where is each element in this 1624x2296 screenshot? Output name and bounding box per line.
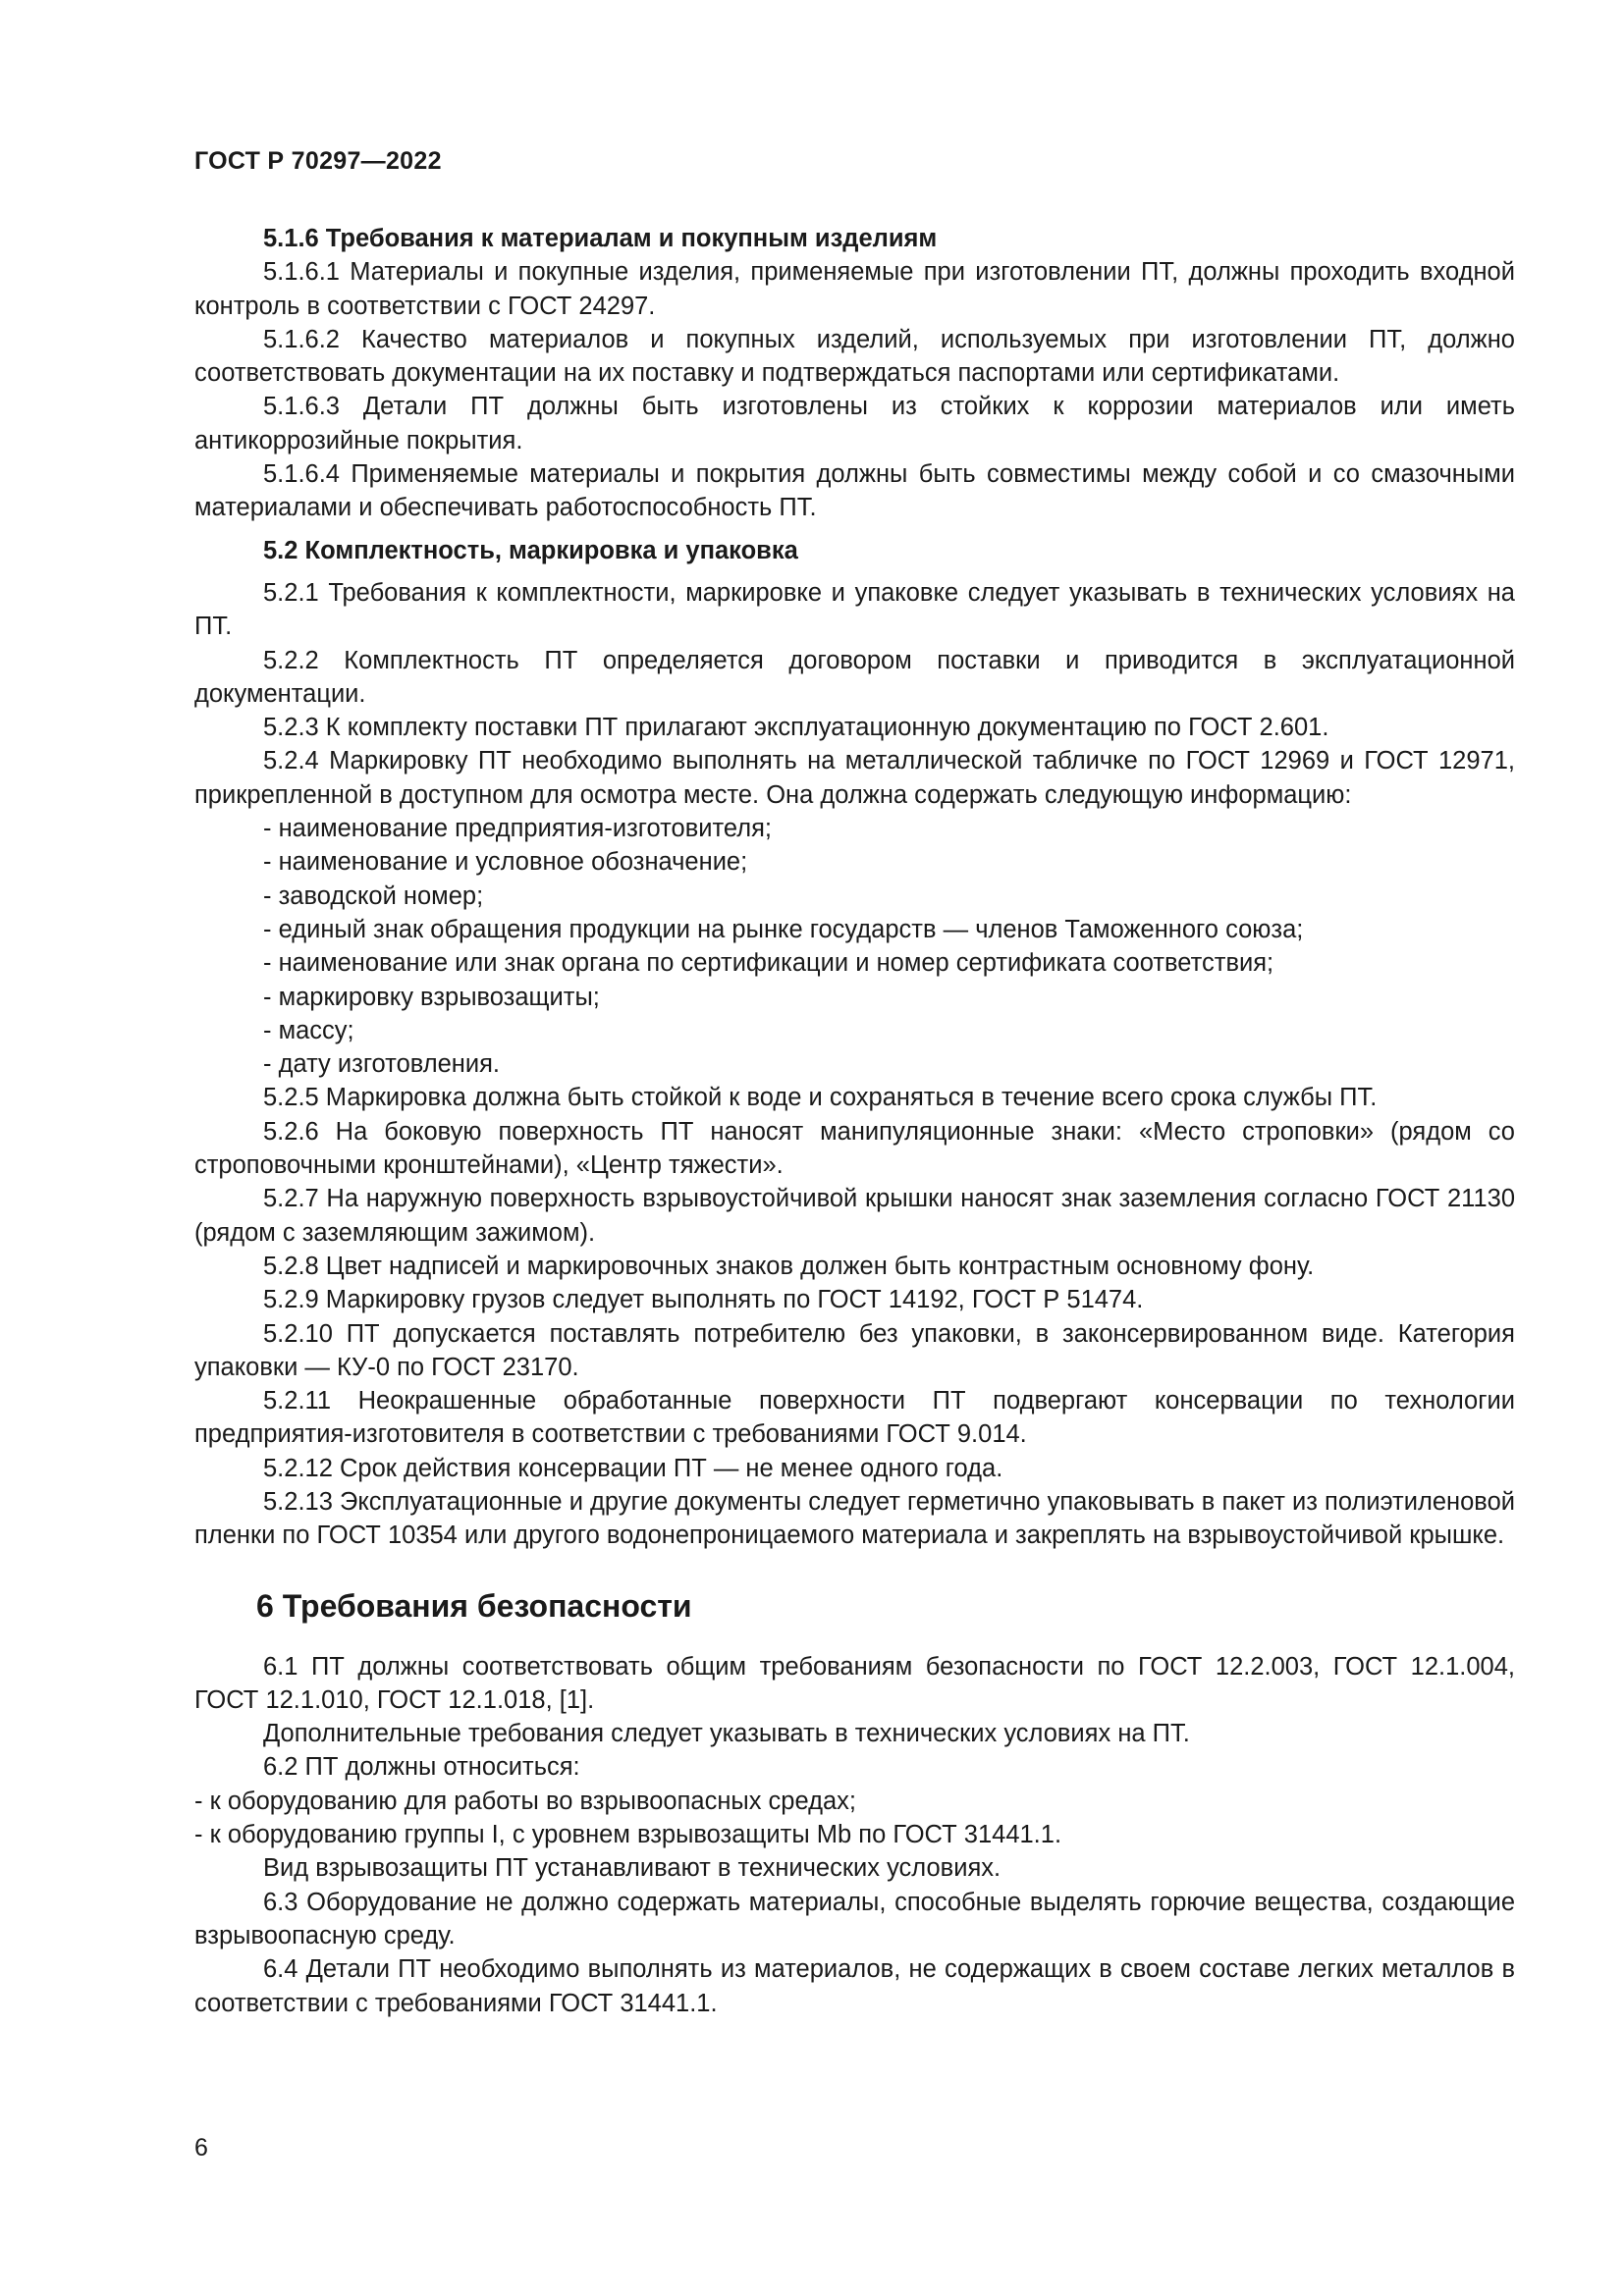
list-item: - единый знак обращения продукции на рынке государств — членов Таможенного союза;	[263, 915, 1304, 943]
section-5-1-6-title: 5.1.6 Требования к материалам и покупным изделиям	[263, 225, 938, 252]
paragraph-5-2-10: 5.2.10 ПТ допускается поставлять потребителю без упаковки, в законсервированном виде. Категория упаковки — КУ-0 по ГОСТ 23170.	[194, 1319, 1515, 1381]
list-item: - наименование предприятия-изготовителя;	[263, 815, 773, 843]
paragraph-5-1-6-1: 5.1.6.1 Материалы и покупные изделия, применяемые при изготовлении ПТ, должны проходить входной контроль в соответствии с ГОСТ 24297.	[194, 258, 1515, 320]
list-item: - к оборудованию для работы во взрывоопасных средах;	[194, 1787, 857, 1815]
paragraph-5-2-6: 5.2.6 На боковую поверхность ПТ наносят манипуляционные знаки: «Место строповки» (рядом со строповочными кронштейнами), «Центр тяжести».	[194, 1117, 1515, 1180]
paragraph-6-3: 6.3 Оборудование не должно содержать материалы, способные выделять горючие вещества, создающие взрывоопасную среду.	[194, 1888, 1515, 1949]
paragraph-5-2-1: 5.2.1 Требования к комплектности, маркировке и упаковке следует указывать в технических условиях на ПТ.	[194, 578, 1515, 641]
paragraph-5-2-5: 5.2.5 Маркировка должна быть стойкой к воде и сохраняться в течение всего срока службы ПТ.	[263, 1084, 1378, 1112]
list-item: - к оборудованию группы I, с уровнем взрывозащиты Mb по ГОСТ 31441.1.	[194, 1821, 1062, 1849]
list-item: - дату изготовления.	[263, 1050, 500, 1079]
paragraph-5-2-9: 5.2.9 Маркировку грузов следует выполнять по ГОСТ 14192, ГОСТ Р 51474.	[263, 1286, 1144, 1314]
paragraph-5-2-3: 5.2.3 К комплекту поставки ПТ прилагают эксплуатационную документацию по ГОСТ 2.601.	[263, 714, 1329, 742]
section-5-2-title: 5.2 Комплектность, маркировка и упаковка	[263, 536, 798, 564]
paragraph-6-2-note: Вид взрывозащиты ПТ устанавливают в технических условиях.	[263, 1854, 1001, 1883]
list-item: - массу;	[263, 1016, 354, 1044]
paragraph-5-2-13: 5.2.13 Эксплуатационные и другие документы следует герметично упаковывать в пакет из полиэтиленовой пленки по ГОСТ 10354 или другого водонепроницаемого материала и закреплять на взрывоустойчивой крышке.	[194, 1487, 1515, 1550]
paragraph-5-2-8: 5.2.8 Цвет надписей и маркировочных знаков должен быть контрастным основному фону.	[263, 1252, 1315, 1280]
paragraph-5-1-6-4: 5.1.6.4 Применяемые материалы и покрытия должны быть совместимы между собой и со смазочными материалами и обеспечивать работоспособность ПТ.	[194, 460, 1515, 522]
list-item: - наименование или знак органа по сертификации и номер сертификата соответствия;	[263, 949, 1274, 978]
list-item: - заводской номер;	[263, 881, 484, 910]
paragraph-5-2-11: 5.2.11 Неокрашенные обработанные поверхности ПТ подвергают консервации по технологии предприятия-изготовителя в соответствии с требованиями ГОСТ 9.014.	[194, 1387, 1515, 1449]
list-item: - наименование и условное обозначение;	[263, 848, 748, 877]
paragraph-5-2-12: 5.2.12 Срок действия консервации ПТ — не менее одного года.	[263, 1454, 1003, 1482]
paragraph-6-1-note: Дополнительные требования следует указывать в технических условиях на ПТ.	[263, 1720, 1190, 1748]
section-6-title: 6 Требования безопасности	[256, 1587, 692, 1624]
paragraph-6-1: 6.1 ПТ должны соответствовать общим требованиям безопасности по ГОСТ 12.2.003, ГОСТ 12.1.004, ГОСТ 12.1.010, ГОСТ 12.1.018, [1].	[194, 1652, 1515, 1714]
page-number: 6	[194, 2134, 208, 2162]
paragraph-6-2: 6.2 ПТ должны относиться:	[263, 1753, 580, 1782]
paragraph-6-4: 6.4 Детали ПТ необходимо выполнять из материалов, не содержащих в своем составе легких металлов в соответствии с требованиями ГОСТ 31441.1.	[194, 1955, 1515, 2017]
document-header: ГОСТ Р 70297—2022	[194, 147, 442, 175]
list-item: - маркировку взрывозащиты;	[263, 983, 600, 1011]
paragraph-5-2-7: 5.2.7 На наружную поверхность взрывоустойчивой крышки наносят знак заземления согласно ГОСТ 21130 (рядом с заземляющим зажимом).	[194, 1185, 1515, 1247]
document-body	[194, 222, 1515, 2020]
paragraph-5-1-6-3: 5.1.6.3 Детали ПТ должны быть изготовлены из стойких к коррозии материалов или иметь антикоррозийные покрытия.	[194, 393, 1515, 454]
paragraph-5-1-6-2: 5.1.6.2 Качество материалов и покупных изделий, используемых при изготовлении ПТ, должно соответствовать документации на их поставку и подтверждаться паспортами или сертификатами.	[194, 325, 1515, 388]
paragraph-5-2-2: 5.2.2 Комплектность ПТ определяется договором поставки и приводится в эксплуатационной документации.	[194, 646, 1515, 708]
paragraph-5-2-4: 5.2.4 Маркировку ПТ необходимо выполнять на металлической табличке по ГОСТ 12969 и ГОСТ 12971, прикрепленной в доступном для осмотра месте. Она должна содержать следующую информацию:	[194, 747, 1515, 809]
